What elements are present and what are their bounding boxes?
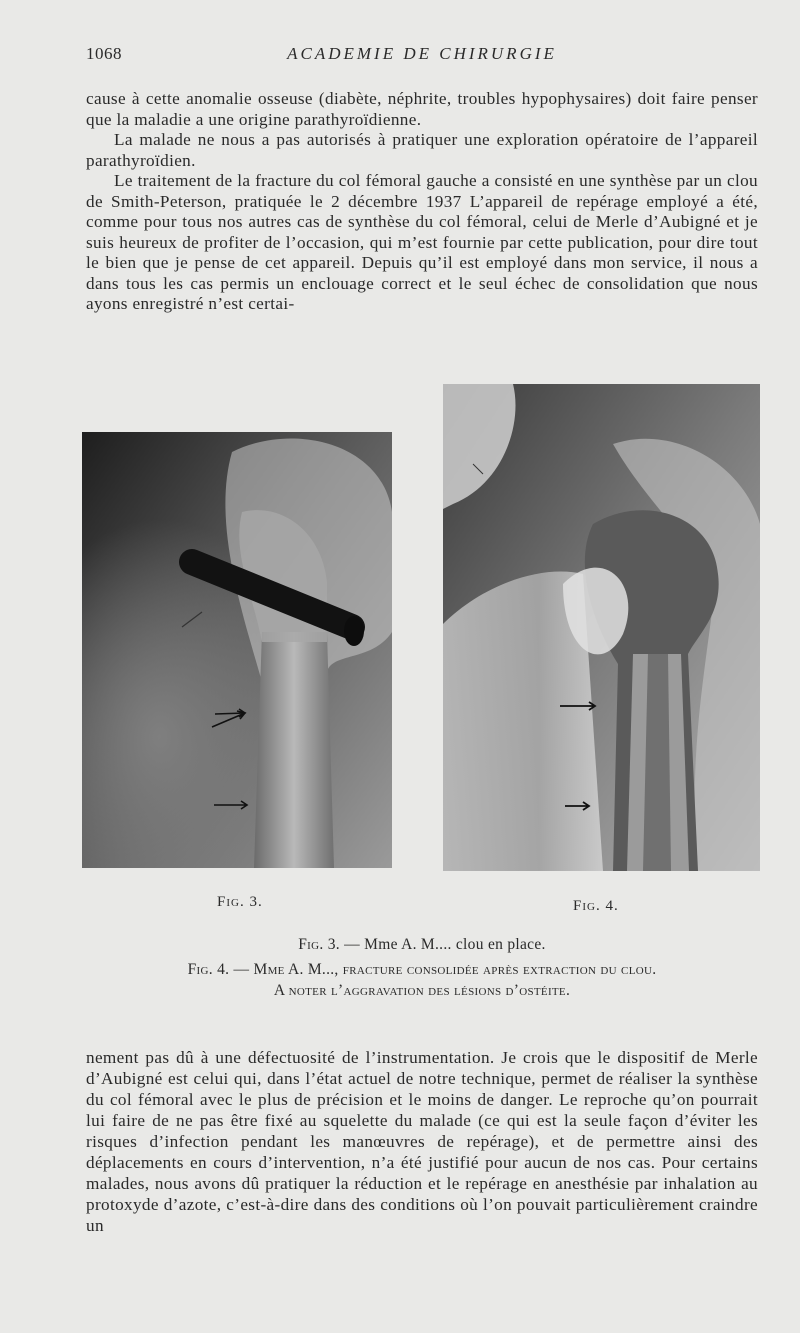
figure-4-caption-line-2: A noter l’aggravation des lésions d’ostéite. (273, 982, 571, 999)
running-title: ACADEMIE DE CHIRURGIE (287, 44, 557, 63)
paragraph-4: nement pas dû à une défectuosité de l’instrumentation. Je crois que le dispositif de Merle d’Aubigné est celui qui, dans l’état actuel de notre technique, permet de réaliser la synthèse du col fémoral avec le plus de précision et le moins de danger. Le reproche qu’on pourrait lui faire de ne pas être fixé au squelette du malade (ce qui est la seule façon d’éviter les risques d’infection pendant les manœuvres de repérage), et de permettre ainsi des déplacements en cours d’intervention, n’a été justifié pour aucun de nos cas. Pour certains malades, nous avons dû pratiquer la réduction et le repérage en anesthésie par inhalation au protoxyde d’azote, c’est-à-dire dans des conditions où l’on pouvait particulièrement craindre un (86, 1048, 758, 1235)
page-number: 1068 (86, 44, 122, 63)
figure-4-caption (86, 959, 758, 1001)
figure-4-label: Fig. 4. (573, 898, 619, 914)
figure-4-caption-text: Mme A. M..., fracture consolidée après extraction du clou. (253, 961, 657, 978)
xray-image-fig4 (443, 384, 760, 871)
paragraph-3: Le traitement de la fracture du col fémoral gauche a consisté en une synthèse par un clou de Smith-Peterson, pratiquée le 2 décembre 1937 L’appareil de repérage employé a été, comme pour tous nos autres cas de synthèse du col fémoral, celui de Merle d’Aubigné et je suis heureux de profiter de l’occasion, qui m’est fournie par cette publication, pour dire tout le bien que je pense de cet appareil. Depuis qu’il est employé dans mon service, il nous a dans tous les cas permis un enclouage correct et le seul échec de consolidation que nous ayons enregistré n’est certai- (86, 171, 758, 313)
page-header (86, 44, 758, 70)
figure-3-label: Fig. 3. (217, 894, 263, 910)
top-text-block (86, 89, 758, 315)
figure-4-caption-line-1 (86, 959, 758, 980)
paragraph-2: La malade ne nous a pas autorisés à pratiquer une exploration opératoire de l’appareil parathyroïdien. (86, 130, 758, 170)
figure-3-caption (86, 934, 758, 955)
figure-3-caption-prefix: Fig. 3. — (298, 936, 360, 953)
figure-3-radiograph (82, 432, 392, 868)
bottom-text-block (86, 1047, 758, 1236)
figure-4-radiograph (443, 384, 760, 871)
paragraph-1: cause à cette anomalie osseuse (diabète, néphrite, troubles hypophysaires) doit faire penser que la maladie a une origine parathyroïdienne. (86, 89, 758, 129)
figure-4-caption-prefix: Fig. 4. — (187, 961, 250, 978)
figure-3-caption-text: Mme A. M.... clou en place. (364, 936, 546, 953)
figure-captions (86, 934, 758, 1005)
xray-image-fig3 (82, 432, 392, 868)
